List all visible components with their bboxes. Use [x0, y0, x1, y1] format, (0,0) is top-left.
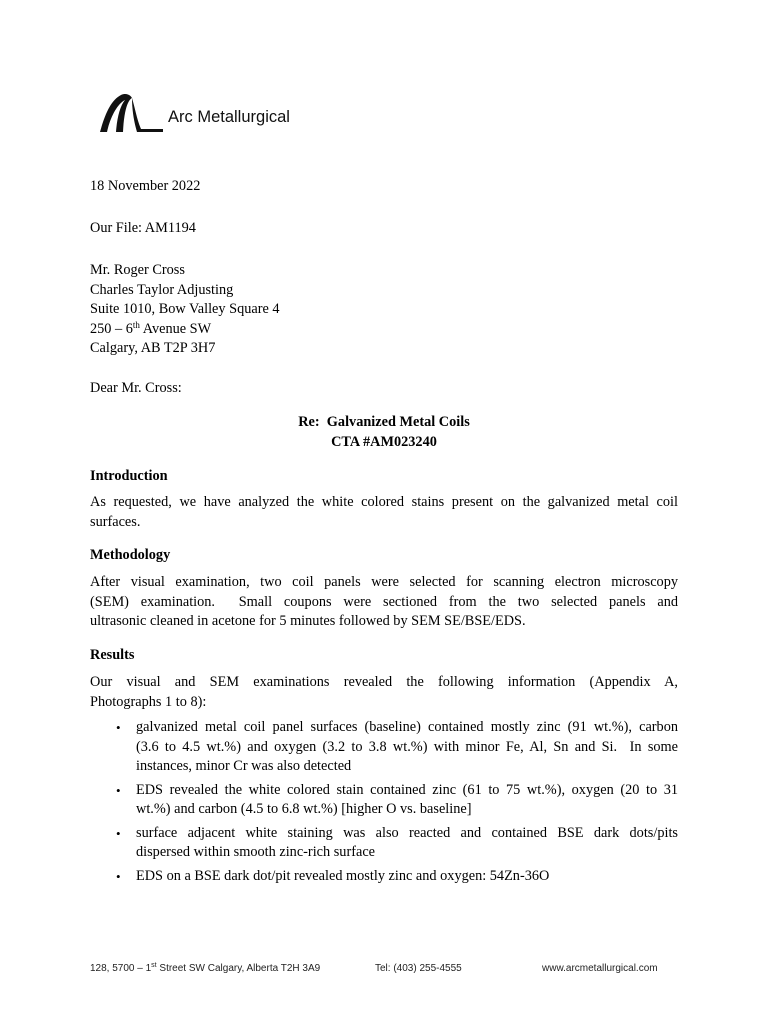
results-bullet-list: [90, 718, 678, 890]
footer-address-ordinal: st: [151, 962, 157, 969]
letter-date: 18 November 2022: [90, 178, 201, 194]
method-line: ultrasonic cleaned in acetone for 5 minutes followed by SEM SE/BSE/EDS.: [90, 613, 526, 629]
bullet-line: wt.%) and carbon (4.5 to 6.8 wt.%) [higher O vs. baseline]: [136, 801, 472, 817]
method-line: After visual examination, two coil panels were selected for scanning electron microscopy: [90, 574, 678, 590]
list-item: [90, 781, 678, 820]
footer-website-link[interactable]: www.arcmetallurgical.com: [542, 963, 658, 974]
heading-results: Results: [90, 647, 135, 663]
recipient-suite: Suite 1010, Bow Valley Square 4: [90, 301, 280, 317]
footer-address-number: 128, 5700 – 1: [90, 963, 152, 974]
company-name: Arc Metallurgical: [168, 108, 290, 126]
bullet-icon: •: [116, 782, 121, 798]
recipient-company: Charles Taylor Adjusting: [90, 281, 234, 298]
heading-introduction: Introduction: [90, 468, 168, 484]
recipient-street: [90, 320, 280, 340]
results-line: Our visual and SEM examinations revealed the following information (Appendix A,: [90, 674, 678, 690]
bullet-line: EDS on a BSE dark dot/pit revealed mostly zinc and oxygen: 54Zn-36O: [136, 867, 550, 884]
footer-address: [90, 963, 320, 974]
letterhead-logo: [97, 92, 337, 136]
bullet-line: surface adjacent white staining was also reacted and contained BSE dark dots/pits: [136, 824, 678, 841]
bullet-icon: •: [116, 825, 121, 841]
street-number: 250 – 6: [90, 320, 133, 337]
salutation: Dear Mr. Cross:: [90, 380, 182, 396]
results-line: Photographs 1 to 8):: [90, 693, 207, 710]
list-item: [90, 867, 678, 887]
bullet-line: dispersed within smooth zinc-rich surface: [136, 844, 376, 860]
subject-line: Re: Galvanized Metal Coils: [298, 414, 470, 430]
recipient-name: Mr. Roger Cross: [90, 262, 185, 278]
bullet-icon: •: [116, 720, 121, 735]
bullet-line: galvanized metal coil panel surfaces (baseline) contained mostly zinc (91 wt.%), carbon: [136, 719, 678, 735]
footer-address-street: Street SW Calgary, Alberta T2H 3A9: [156, 963, 321, 974]
paragraph-introduction: [90, 493, 678, 532]
arc-logo-icon: [97, 92, 165, 136]
method-line: (SEM) examination. Small coupons were sectioned from the two selected panels and: [90, 593, 678, 610]
bullet-line: (3.6 to 4.5 wt.%) and oxygen (3.2 to 3.8 wt.%) with minor Fe, Al, Sn and Si. In some: [136, 738, 678, 755]
street-name: Avenue SW: [139, 320, 212, 337]
heading-methodology: Methodology: [90, 547, 171, 563]
bullet-line: EDS revealed the white colored stain contained zinc (61 to 75 wt.%), oxygen (20 to 31: [136, 781, 678, 798]
list-item: [90, 824, 678, 863]
intro-line: As requested, we have analyzed the white colored stains present on the galvanized metal coil: [90, 494, 678, 510]
subject-block: [90, 413, 678, 452]
bullet-line: instances, minor Cr was also detected: [136, 758, 352, 774]
file-reference: Our File: AM1194: [90, 220, 196, 236]
recipient-city: Calgary, AB T2P 3H7: [90, 340, 216, 356]
subject-reference: CTA #AM023240: [331, 433, 437, 450]
footer-phone: Tel: (403) 255-4555: [375, 963, 462, 974]
list-item: [90, 718, 678, 777]
intro-line: surfaces.: [90, 513, 141, 530]
bullet-icon: •: [116, 868, 121, 884]
street-ordinal: th: [132, 319, 140, 330]
recipient-address: [90, 261, 280, 359]
paragraph-results: [90, 673, 678, 712]
paragraph-methodology: [90, 573, 678, 632]
